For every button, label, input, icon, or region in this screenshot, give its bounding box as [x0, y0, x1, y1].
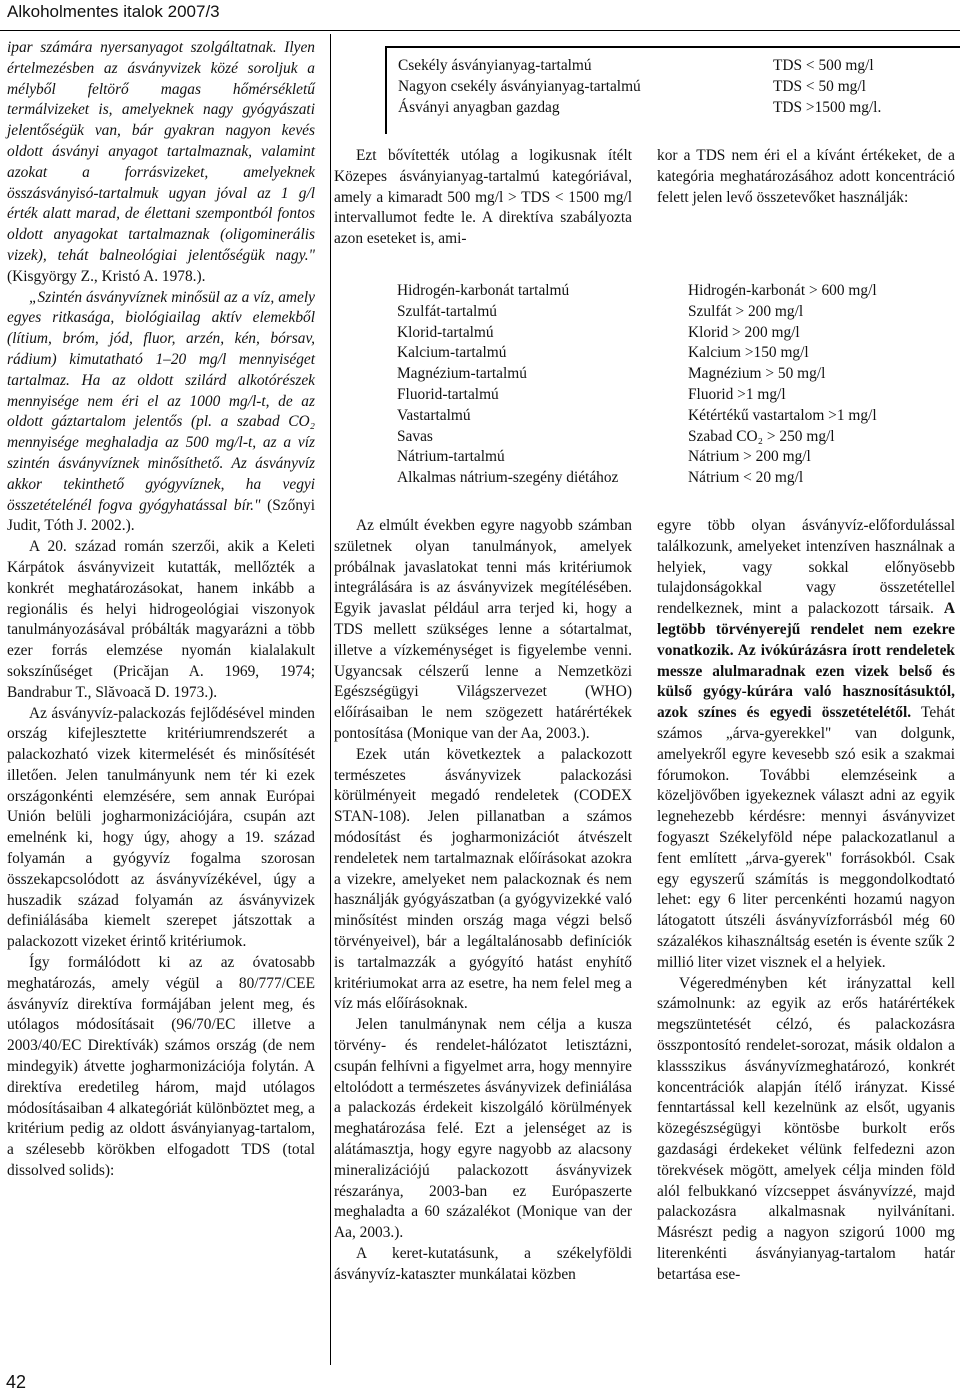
paragraph: Jelen tanulmánynak nem célja a kusza törvény- és rendelet-hálózatot letisztázni, csupán felhívni a figyelmet arra, hogy mennyire eltolódott a természetes ásványvizek definiálása a palackozás érdekeit kiszolgáló körülmények meghatározása felé. Ezt a jelenséget az is alátámasztja, hogy egyre nagyobb az alacsony mineralizációjú palackozott ásványvizek részaránya, 2003-ban ez Európaszerte meghaladta a 60 százalékot (Monique van der Aa, 2003.). [334, 1016, 632, 1242]
list-item: Kétértékű vastartalom >1 mg/l [688, 406, 877, 424]
text-run: Tehát számos „árva-gyerekkel" van dolgunk, amelyekről egyre kevesebb szó esik a szakmai fórumokon. További elemzéseink a közeljövőben igyekeznek választ adni az egyik legnehezebb kérdésre: mennyi ásványvizet fogyaszt Székelyföld népe palackozatlanul a fent említett „árva-gyerek" forrásokból. Csak egy egyszerű számítás is meggondolkodtató lehet: egy 6 liter percenkénti hozamú nagyon látogatott útszéli ásványvízforrásból még 60 százalékos kihasználtság esetén is évente szűk 2 millió liter vizet visznek el a helyiek. [657, 704, 955, 971]
tds-category-box [385, 46, 960, 134]
list-item: Kalcium-tartalmú [397, 344, 507, 362]
quote-text: „Szintén ásványvíznek minősül az a víz, amely egyes ritkasága, biológiailag aktív elemekből (lítium, bróm, jód, fluor, arzén, kén, bórsav, rádium) kimutatható 1–20 mg/l mennyiséget tartalmaz. Ha az oldott szilárd alkotórészek mennyisége nem éri el az 1000 mg/l-t, de az oldott gáztartalom jelentős (pl. a szabad CO₂ mennyisége meghaladja az 500 mg/l-t, az a víz szintén ásványvíznek minősíthető. Az ásványvíz akkor tekinthető gyógyvíznek, ha vegyi összetételénél fogva gyógyhatással bír." [7, 288, 315, 514]
list-item: Nátrium < 20 mg/l [688, 469, 804, 487]
list-item: Magnézium > 50 mg/l [688, 365, 826, 383]
page-number: 42 [6, 1372, 27, 1392]
box-value: TDS < 500 mg/l [773, 57, 874, 74]
citation: (Szőnyi Judit, Tóth J. 2002.). [7, 496, 315, 535]
list-item: Szabad CO₂ > 250 mg/l [688, 427, 835, 445]
column-rule [330, 34, 331, 1365]
list-item: Szulfát > 200 mg/l [688, 302, 804, 320]
list-item: Alkalmas nátrium-szegény diétához [397, 469, 619, 487]
box-label: Csekély ásványianyag-tartalmú [398, 57, 592, 74]
bold-text: A legtöbb törvényerejű rendelet nem ezekre vonatkozik. Az ivókúrázásra írott rendeletek messze alulmaradnak ezen vizek belső és külső gyógy-kúrára való hasznosításuktól, azok színes és egyedi összetételétől. [657, 600, 955, 722]
column-middle-intro [334, 146, 632, 250]
list-item: Magnézium-tartalmú [397, 365, 527, 383]
paragraph [657, 516, 955, 974]
list-item: Kalcium >150 mg/l [688, 344, 809, 362]
threshold-labels [397, 281, 618, 489]
paragraph: A 20. század román szerzői, akik a Keleti Kárpátok ásványvizeit kutatták, mellőzték a konkrét meghatározásokat, hanem inkább a regionális és helyi hidrogeológiai viszonyok tanulmányozásával próbálták magyarázni a több ezer forrás elemzése nyomán kialalakult sokszínűséget (Pricăjan A. 1969, 1974; Bandrabur T., Slăvoacă D. 1973.). [7, 538, 315, 701]
text-run: egyre több olyan ásványvíz-előfordulással találkozunk, amelyeket intenzíven használnak a helyiek, vagy sokkal előnyösebb tulajdonságokkal vagy összetétellel rendelkeznek, mint a palackozott társaik. [657, 517, 955, 618]
header-rule [0, 30, 960, 31]
paragraph: Végeredményben két irányzattal kell számolnunk: az egyik az erős határértékek megszüntetését célzó, és palackozásra összpontosító rendelet-sorozat, másik oldalon a klassszikus ásványvízmeghatározó, konkrét koncentrációk alapján ítélő irányzat. Kissé fenntartással kell kezelnünk az elsőt, ugyanis közegészségügyi köntösbe burkolt erős gazdasági érdekeket vélünk felfedezni azon törekvések mögött, amelyek célja minden föld alól felbukkanó vízcseppet ásványvízzé, majd palackozásra alkalmasnak nyilvánítani. Másrészt pedig a nagyon szigorú 1000 mg literenkénti ásványianyag-tartalom határ betartása ese- [657, 974, 955, 1283]
paragraph: Az elmúlt években egyre nagyobb számban születnek olyan tanulmányok, amelyek próbálnak javaslatokat tenni más kritériumok integrálására is az ásványvizek megítélésében. Egyik javaslat például arra terjed ki, hogy a TDS mellett szükséges lenne a sótartalmat, illetve a vízkeménységet is figyelembe venni. Ugyancsak célszerű lenne a Nemzetközi Egészségügyi Világszervezet (WHO) előírásaiban le nem szögezett határértékek pontosítása (Monique van der Aa, 2003.). [334, 517, 632, 742]
list-item: Hidrogén-karbonát tartalmú [397, 282, 570, 299]
list-item: Savas [397, 427, 433, 445]
citation: (Kisgyörgy Z., Kristó A. 1978.). [7, 267, 206, 285]
paragraph [7, 288, 315, 538]
list-item: Klorid-tartalmú [397, 323, 494, 341]
paragraph: Ezek után következtek a palackozott természetes ásványvizek palackozási körülményeit megadó rendeletek (CODEX STAN-108). Jelen pillanatban a számos módosítást és jogharmonizációt átvészelt rendeletek nem tartalmaznak előírásokat azokra a vizekre, amelyeket nem palackoznak és nem használják gyógyászatban (a gyógyvizekké való minősítést minden ország maga végzi belső törvényeivel), bár a legáltalánosabb definíciók is tartalmazzák a gyógyító hatást enyhítő kritériumokat arra az esetre, ha nem felel meg a víz más előírásoknak. [334, 745, 632, 1013]
paragraph: A keret-kutatásunk, a székelyföldi ásványvíz-kataszter munkálatai közben [334, 1244, 632, 1283]
running-header: Alkoholmentes italok 2007/3 [7, 2, 220, 21]
column-right [657, 516, 955, 1285]
list-item: Hidrogén-karbonát > 600 mg/l [688, 282, 877, 299]
column-left [7, 38, 315, 1182]
column-right-intro [657, 146, 955, 208]
list-item: Vastartalmú [397, 406, 471, 424]
list-item: Fluorid-tartalmú [397, 385, 499, 403]
threshold-values [688, 281, 877, 489]
box-value: TDS >1500 mg/l. [773, 99, 882, 116]
box-label: Ásványi anyagban gazdag [398, 99, 560, 116]
list-item: Nátrium-tartalmú [397, 448, 505, 466]
paragraph: kor a TDS nem éri el a kívánt értékeket, de a kategória meghatározásához adott koncentráció felett jelen levő összetevőket használják: [657, 147, 955, 206]
list-item: Fluorid >1 mg/l [688, 385, 786, 403]
list-item: Szulfát-tartalmú [397, 302, 498, 320]
list-item: Nátrium > 200 mg/l [688, 448, 811, 466]
box-value: TDS < 50 mg/l [773, 78, 866, 95]
box-label: Nagyon csekély ásványianyag-tartalmú [398, 78, 641, 95]
list-item: Klorid > 200 mg/l [688, 323, 800, 341]
quote-text: ipar számára nyersanyagot szolgáltatnak. Ilyen értelmezésben az ásványvizek közé soroljuk a mélyből feltörő magas hőmérsékletű termálvizeket is, amelyeknek nagy gyógyászati jelentőségük van, bár gyakran nagyon kevés oldott ásványi anyagot tartalmaznak, valamint azokat a forrásvizeket, amelyeknek összásványisó-tartalmuk ugyan jóval az 1 g/l érték alatt marad, de élettani szempontból fontos oldott anyagokat tartalmaznak (oligominerális vizek), tehát balneológiai jelentőségük nagy." [7, 39, 315, 264]
paragraph [7, 38, 315, 288]
paragraph: Az ásványvíz-palackozás fejlődésével minden ország kifejlesztette kritériumrendszerét a palackozható vizek kitermelését és minősítését illetően. Jelen tanulmányunk nem tér ki ezek országonkénti elemzésére, sem annak Európai Unión belüli jogharmonizációjára, csupán azt emelnénk ki, hogy úgy, ahogy a 19. század folyamán a gyógyvíz fogalma szorosan összekapcsolódott az ásványvízékével, úgy a huszadik század folyamán az ásványvizek definiálásába kiemelt szerepet játszottak a palackozott vizeket érintő kritériumok. [7, 704, 315, 951]
column-middle [334, 516, 632, 1285]
paragraph: Így formálódott ki az az óvatosabb meghatározás, amely végül a 80/777/CEE ásványvíz direktíva formájában jelent meg, és utólagos módosításait (96/70/EC illetve a 2003/40/EC Direktívák) számos ország (de nem mindegyik) átvette jogharmonizációja folytán. A direktíva eredetileg három, majd utólagos módosításaiban 4 alkategóriát különböztet meg, a kritérium pedig az oldott ásványianyag-tartalom, a szélesebb körökben elfogadott TDS (total dissolved solids): [7, 954, 315, 1180]
paragraph: Ezt bővítették utólag a logikusnak ítélt Közepes ásványianyag-tartalmú kategóriával, amely a kimaradt 500 mg/l > TDS < 1500 mg/l intervallumot fedte le. A direktíva szabályozta azon eseteket is, ami- [334, 147, 632, 248]
